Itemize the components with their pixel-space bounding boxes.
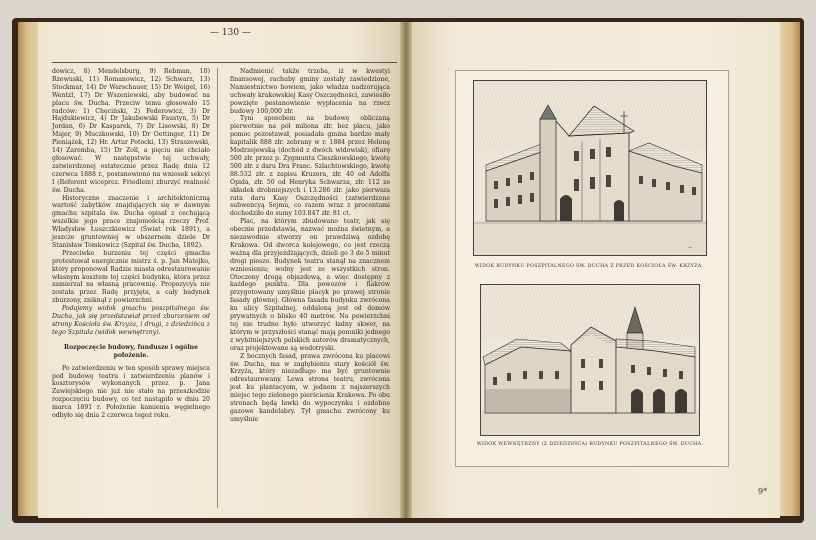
text-column-left bbox=[52, 68, 210, 420]
paragraph: Z bocznych fasad, prawa zwrócona ku placowi św. Ducha, ma w zagłębieniu stary kościół św. Krzyża, który niezadługo ma być gruntownie odrestaurowany. Lewa strona teatru, zwrócona jest ku plantacyom, w jednem z najszerszych miejsc tego zielonego pierścienia Krakowa. Po obu stronach będą ławki do wypoczynku i ozdobne gazowe kandelabry. Tył gmachu zwrócony ku umyślnie bbox=[230, 352, 390, 423]
column-divider bbox=[217, 68, 218, 508]
illustration-hospital-exterior bbox=[473, 80, 707, 256]
page-number: — 130 — bbox=[210, 28, 251, 38]
caption-top: WIDOK BUDYNKU POSZPITALNEGO ŚW. DUCHA Z PRZED KOŚCIOŁA ŚW. KRZYŻA. bbox=[474, 264, 704, 269]
section-heading: Rozpoczęcie budowy, fundusze i ogólne położenie. bbox=[64, 343, 198, 359]
paragraph: Po zatwierdzeniu w ten sposób sprawy miejsca pod budowę teatru i zatwierdzeniu planów i kosztorysów wykonanych przez p. Jana Zawiejskiego nie już nie stało na przeszkodzie rozpoczęciu budowy, co też nastąpiło w dniu 20 marca 1891 r. Położenie kamienia węgielnego odbyło się dnia 2 czerwca tegoż roku. bbox=[52, 364, 210, 420]
paragraph: Przeciwko burzeniu tej części gmachu protestował energicznie mistrz ś. p. Jan Matejko, który proponował Radzie miasta odrestaurowanie własnym kosztem tej części budynku, która przez zamierzał na własną pracownię. Propozycya nie została przez Radę przyjęta, a cały budynek zburzony, zniknął z powierzchni. bbox=[52, 249, 210, 305]
paragraph: Plac, na którym zbudowano teatr, jak się obecnie przedstawia, nazwać można świetnym, a niezawodnie stworzy on prawdziwą ozdobę Krakowa. Od dworca kolejowego, co jest rzeczą ważną dla przyjeżdżających, dzieli go 3 do 5 minut drogi pieszo. Budynek teatru stanął na znacznem wzniesieniu; wolny jest ze wszystkich stron. Otoczony drogą objazdową, a więc dostępny z każdego punktu. Dla powozów i fiakrów przygotowany umyślnie placyk po prawej stronie fasady głównej. Główna fasada budynku zwrócona ku ulicy Szpitalnej, oddaloną jest od domów prywatnych o blisko 40 metrów. Na powierzchni tej nie trudno było utworzyć ładny skwer, na którym w przyszłości stanąć mają pomniki jednego z wybitniejszych polskich autorów dramatycznych, oraz projektowane są wodotryski. bbox=[230, 218, 390, 352]
paragraph: Nadmienić także trzeba, iż w kwestyi finansowej, rachuby gminy zostały zawiedzione, Namiestnictwo bowiem, jako władza nadzorująca uchwały krakowskiej Kasy Oszczędności, zawiesiło powzięte postanowienie wypłacenia na rzecz budowy 100,000 złr. bbox=[230, 68, 390, 115]
page-block-edge-right bbox=[778, 22, 800, 516]
folio-mark: 9* bbox=[758, 487, 768, 496]
illustration-hospital-courtyard bbox=[480, 284, 700, 436]
paragraph: Podajemy widok gmachu poszpitalnego św. Ducha, jak się przedstawiał przed zburzeniem od strony Kościoła św. Krzyża, i drugi, z dziedzińca z tego Szpitala (widok wewnętrzny). bbox=[52, 305, 210, 336]
svg-text:~: ~ bbox=[688, 245, 693, 251]
paragraph: dowicz, 8) Mendelsburg, 9) Rebman, 10) Rzewuski, 11) Romanowicz, 12) Schwarz, 13) Stockmar, 14) Dr Warschauer, 15) Dr Weigel, 16) Wentzl, 17) Dr Wszeniewski, aby budować na placu św. Ducha. Przeciw temu głosowało 15 radców: 1) Chęciński, 2) Federowicz, 3) Dr Hajdukiewicz, 4) Dr Jakubowski Faustyn, 5) Dr Jordan, 6) Dr Kasparek, 7) Dr Lisowski, 8) Dr Majer, 9) Muczkowski, 10) Dr Oettinger, 11) Dr Pieniążek, 12) Hr. Artur Potocki, 13) Straszewski, 14) Zaremba, 15) Dr Zoll, a pięciu nie chciało głosować. W następstwie tej uchwały, zatwierdzonej ostatecznie przez Radę dnia 12 czerwca 1888 r., postanowiono na wniosek sekcyi I (Referent wiceprez. Friedlein) zburzyć realność św. Ducha. bbox=[52, 68, 210, 194]
caption-bottom: WIDOK WEWNĘTRZNY (Z DZIEDZIŃCA) BUDYNKU POSZPITALNEGO ŚW. DUCHA. bbox=[476, 442, 704, 447]
paragraph: Historyczne znaczenie i architektoniczną wartość zabytków znajdujących się w dawnym gmachu szpitala św. Ducha opisał z cechującą wszelkie jego prace znajomością rzeczy Prof. Władysław Łuszczkiewicz (Świat rok 1891), a jeszcze gruntowniej w obszernem dziele Dr Stanisław Tomkowicz (Szpital św. Ducha, 1892). bbox=[52, 194, 210, 249]
paragraph: Tym sposobem na budowę obliczaną pierwotnie na pół miliona złr. bez placu, jako pomoc pozostawał, posiadała gmina bardzo mały kapitalik 888 złr. zebrany w r. 1884 przez Helenę Modrzejewską (dochód z dwóch widowisk), ofiarę 500 złr. przez p. Zygmunta Cieszkowskiego, kwotę 500 złr. z daru Dra Franc. Szlachtowskiego, kwotę 88.532 złr. z zapisu Kruzera, złr. 40 od Adolfa Opida, złr. 50 od Henryka Schwarza, złr. 112 ze składek drobniejszych i 13.286 złr. jako pierwsza rata daru Kasy Oszczędności (zatwierdzone subwencyą Sejmu, co razem wraz z procentami dochodziło do sumy 103.847 złr. 81 ct. bbox=[230, 115, 390, 218]
text-column-right bbox=[230, 68, 390, 424]
page-block-edge-left bbox=[18, 22, 40, 516]
header-rule bbox=[52, 62, 397, 63]
book-gutter bbox=[400, 22, 412, 518]
